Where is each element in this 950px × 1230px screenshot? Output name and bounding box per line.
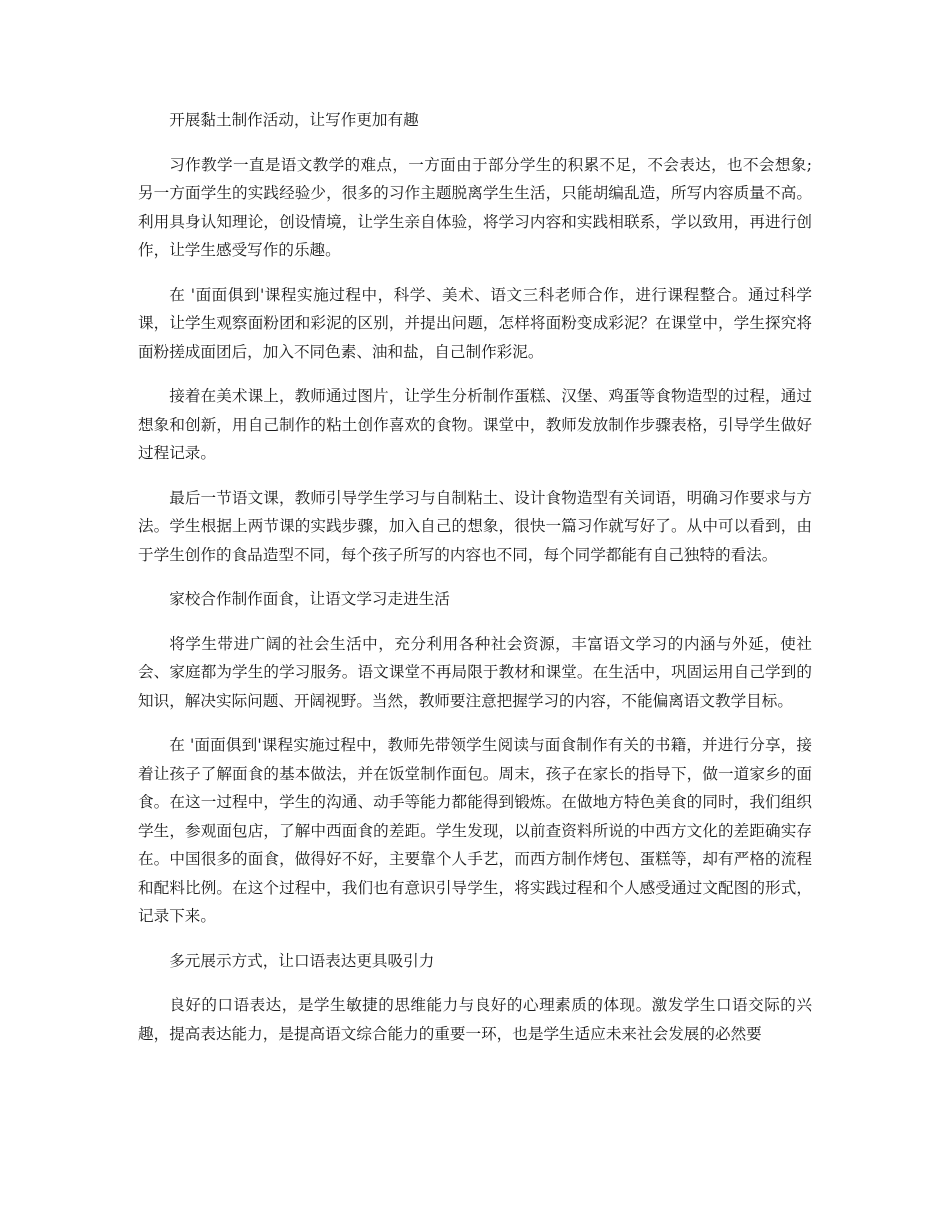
section-heading-oral: 多元展示方式，让口语表达更具吸引力	[169, 951, 435, 970]
section-heading-clay: 开展黏土制作活动，让写作更加有趣	[169, 111, 419, 129]
body-paragraph: 在 '面面俱到'课程实施过程中，科学、美术、语文三科老师合作，进行课程整合。通过科学课，让学生观察面粉团和彩泥的区别，并提出问题，怎样将面粉变成彩泥？在课堂中，学生探究将面粉搓成面团后，加入不同色素、油和盐，自己制作彩泥。	[138, 285, 812, 361]
body-paragraph: 良好的口语表达，是学生敏捷的思维能力与良好的心理素质的体现。激发学生口语交际的兴趣，提高表达能力，是提高语文综合能力的重要一环，也是学生适应未来社会发展的必然要	[138, 996, 812, 1043]
document-body	[138, 106, 812, 1064]
body-paragraph: 最后一节语文课，教师引导学生学习与自制粘土、设计食物造型有关词语，明确习作要求与方法。学生根据上两节课的实践步骤，加入自己的想象，很快一篇习作就写好了。从中可以看到，由于学生创作的食品造型不同，每个孩子所写的内容也不同，每个同学都能有自己独特的看法。	[138, 488, 812, 564]
body-paragraph: 接着在美术课上，教师通过图片，让学生分析制作蛋糕、汉堡、鸡蛋等食物造型的过程，通过想象和创新，用自己制作的粘土创作喜欢的食物。课堂中，教师发放制作步骤表格，引导学生做好过程记录。	[138, 387, 812, 462]
section-heading-home-school: 家校合作制作面食，让语文学习走进生活	[169, 590, 450, 608]
body-paragraph: 在 '面面俱到'课程实施过程中，教师先带领学生阅读与面食制作有关的书籍，并进行分享，接着让孩子了解面食的基本做法，并在饭堂制作面包。周末，孩子在家长的指导下，做一道家乡的面食。在这一过程中，学生的沟通、动手等能力都能得到锻炼。在做地方特色美食的同时，我们组织学生，参观面包店，了解中西面食的差距。学生发现，以前查资料所说的中西方文化的差距确实存在。中国很多的面食，做得好不好，主要靠个人手艺，而西方制作烤包、蛋糕等，却有严格的流程和配料比例。在这个过程中，我们也有意识引导学生，将实践过程和个人感受通过文配图的形式，记录下来。	[138, 736, 812, 925]
body-paragraph: 习作教学一直是语文教学的难点，一方面由于部分学生的积累不足，不会表达，也不会想象;另一方面学生的实践经验少，很多的习作主题脱离学生生活，只能胡编乱造，所写内容质量不高。利用具身认知理论，创设情境，让学生亲自体验，将学习内容和实践相联系，学以致用，再进行创作，让学生感受写作的乐趣。	[138, 155, 812, 259]
body-paragraph: 将学生带进广阔的社会生活中，充分利用各种社会资源，丰富语文学习的内涵与外延，使社会、家庭都为学生的学习服务。语文课堂不再局限于教材和课堂。在生活中，巩固运用自己学到的知识，解决实际问题、开阔视野。当然，教师要注意把握学习的内容，不能偏离语文教学目标。	[138, 634, 812, 710]
